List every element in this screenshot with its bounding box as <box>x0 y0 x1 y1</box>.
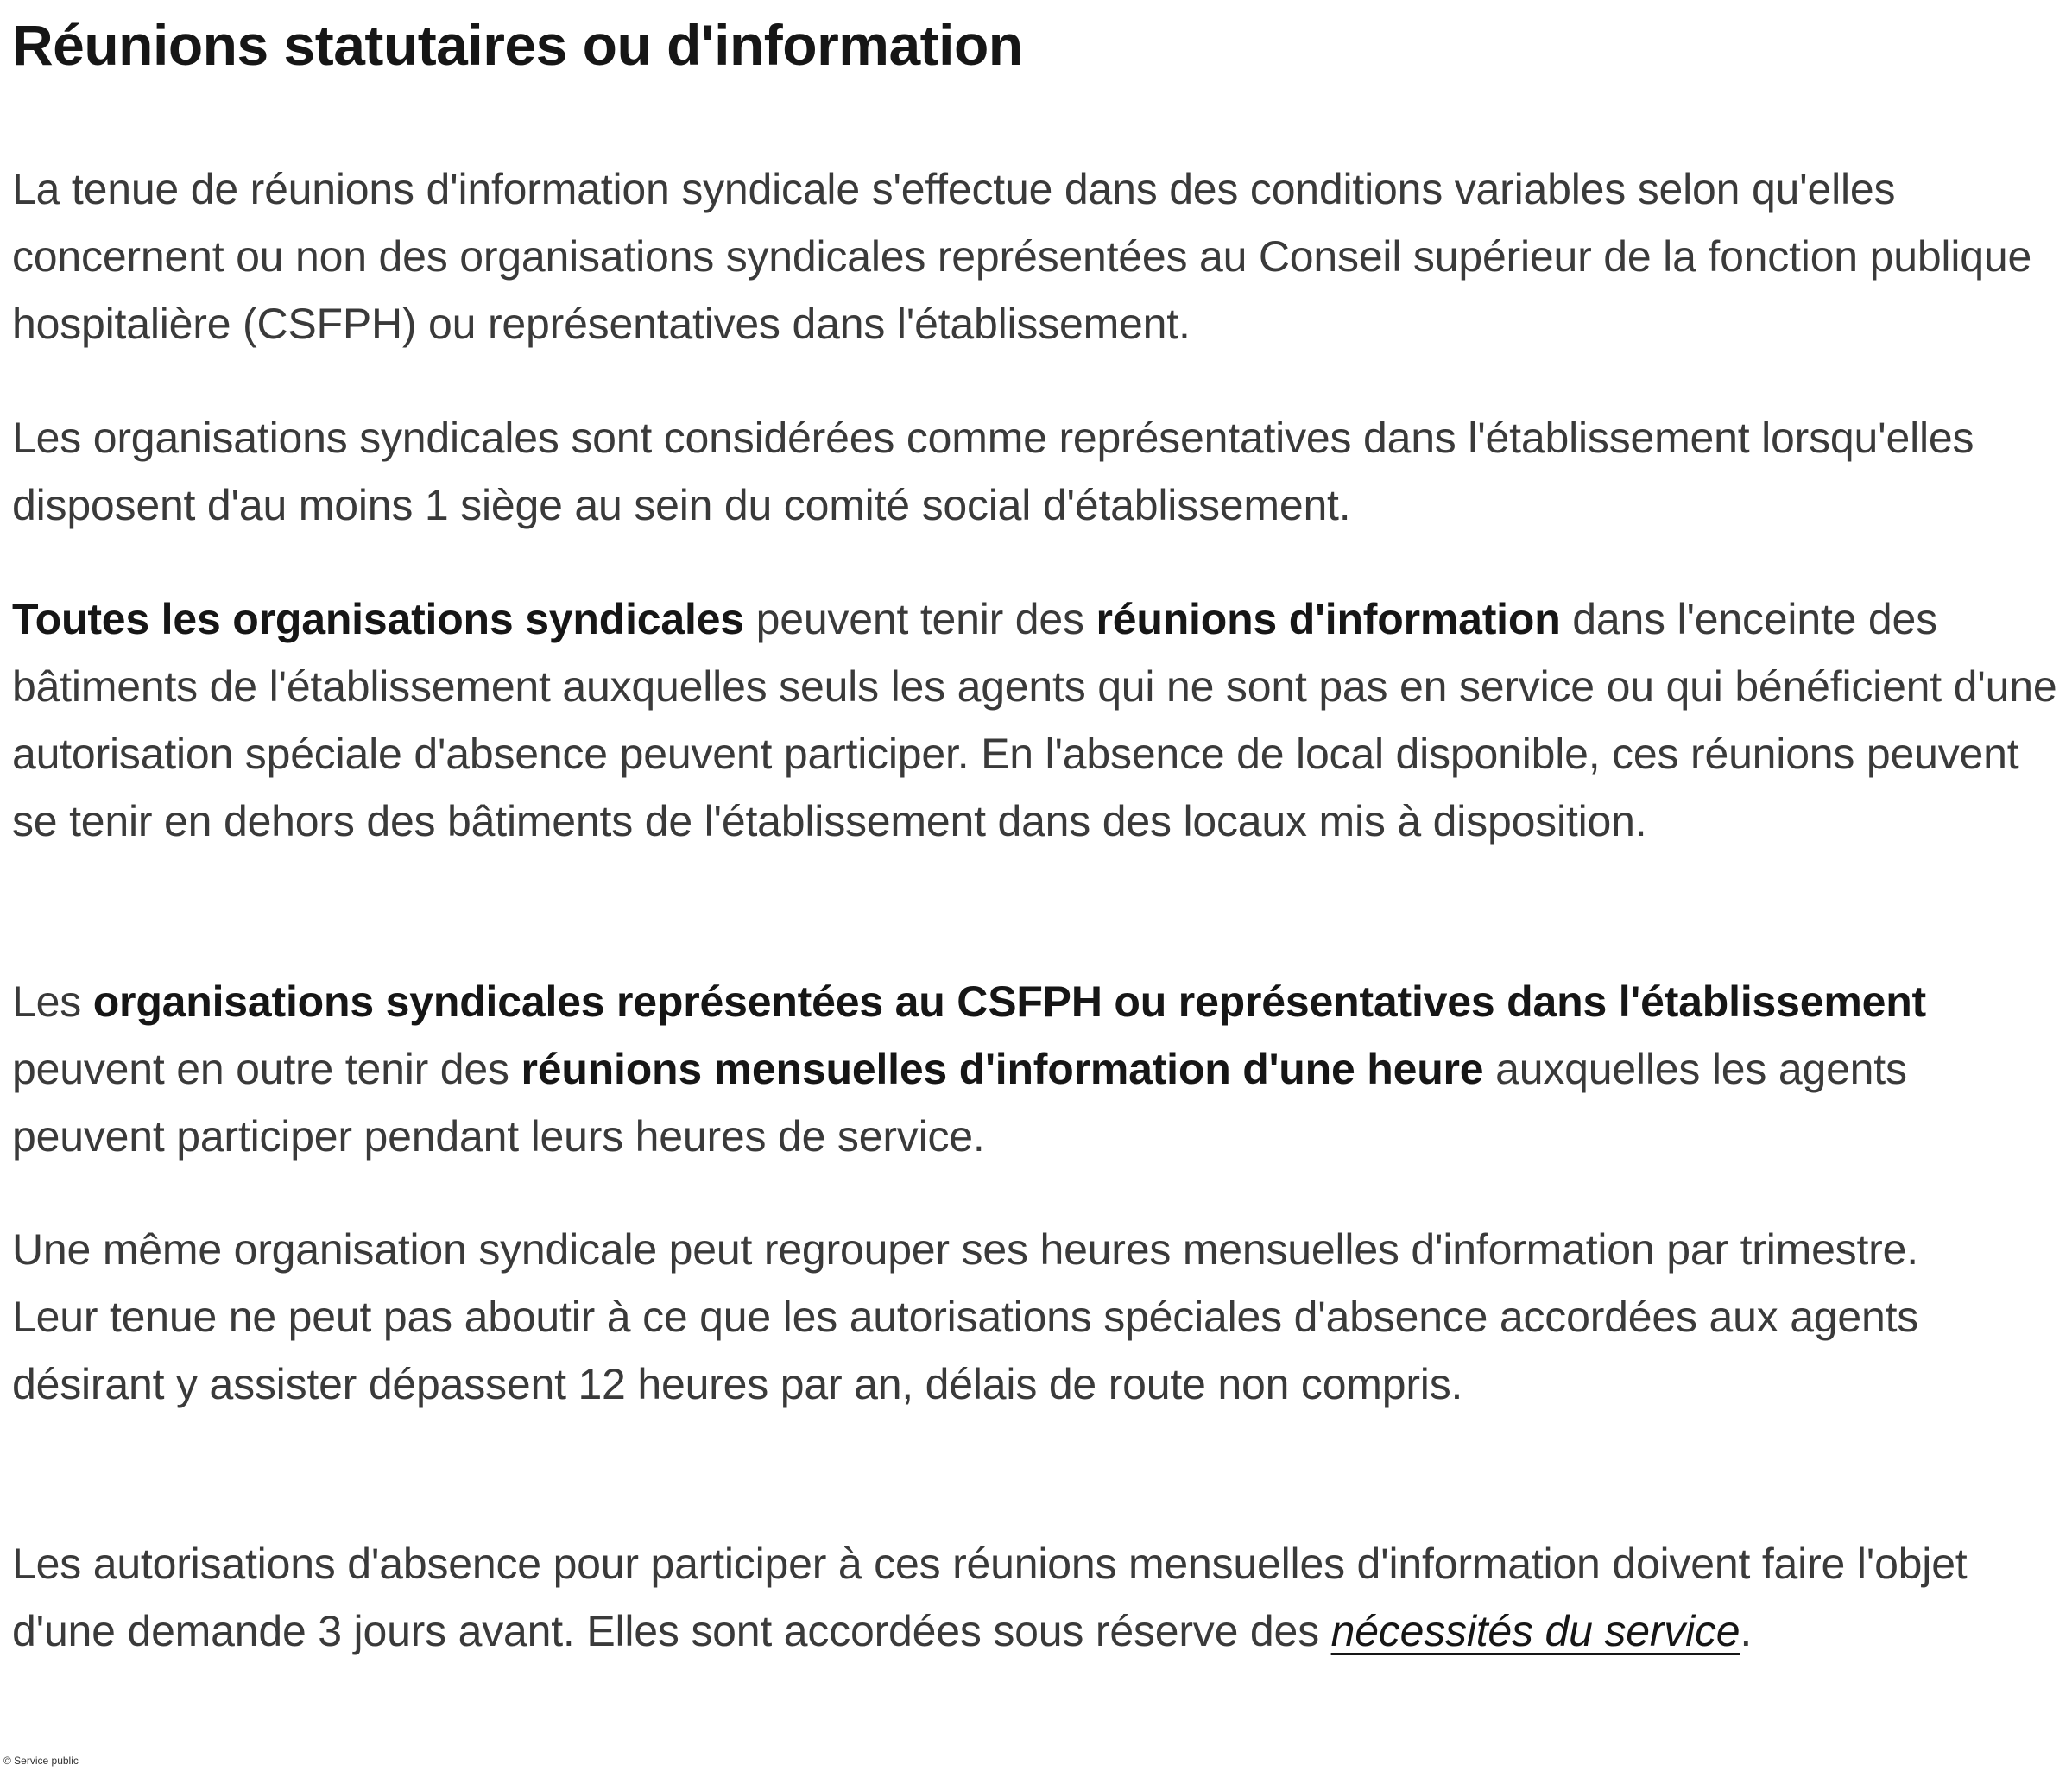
bold-representative-organizations: organisations syndicales représentées au CSFPH ou représentatives dans l'établissement <box>92 977 1926 1026</box>
text-segment: peuvent tenir des <box>743 595 1096 643</box>
text-segment: . <box>1740 1607 1753 1655</box>
paragraph-absence-request <box>12 1530 2050 1665</box>
paragraph-all-organizations <box>12 585 2072 855</box>
copyright-footer: © Service public <box>3 1755 79 1767</box>
bold-information-meetings: réunions d'information <box>1096 595 1561 643</box>
paragraph-intro: La tenue de réunions d'information syndicale s'effectue dans des conditions variables selon qu'elles concernent ou non des organisations syndicales représentées au Conseil supérieur de la fonction publique hospitalière (CSFPH) ou représentatives dans l'établissement. <box>12 165 2032 348</box>
section-title: Réunions statutaires ou d'information <box>12 13 1023 77</box>
text-segment: Les autorisations d'absence pour participer à ces réunions mensuelles d'information doivent faire l'objet d'une demande 3 jours avant. Elles sont accordées sous réserve des <box>12 1540 1968 1655</box>
article <box>12 0 2067 1655</box>
paragraph-representative-organizations <box>12 968 2050 1170</box>
text-segment: Les <box>12 977 93 1026</box>
bold-all-organizations: Toutes les organisations syndicales <box>12 595 744 643</box>
paragraph-quarterly-grouping: Une même organisation syndicale peut regrouper ses heures mensuelles d'information par trimestre. Leur tenue ne peut pas aboutir à ce que les autorisations spéciales d'absence accordées aux agents désirant y assister dépassent 12 heures par an, délais de route non compris. <box>12 1225 1919 1408</box>
bold-monthly-meetings: réunions mensuelles d'information d'une heure <box>521 1045 1484 1093</box>
text-segment: auxquelles les agents peuvent participer pendant leurs heures de service. <box>12 1045 1907 1161</box>
necessites-du-service-link[interactable]: nécessités du service <box>1330 1607 1740 1655</box>
text-segment: peuvent en outre tenir des <box>12 1045 521 1093</box>
text-segment: dans l'enceinte des bâtiments de l'établissement auxquelles seuls les agents qui ne sont pas en service ou qui bénéficient d'une autorisation spéciale d'absence peuvent participer. En l'absence de local disponible, ces réunions peuvent se tenir en dehors des bâtiments de l'établissement dans des locaux mis à disposition. <box>12 595 2057 845</box>
paragraph-representativeness: Les organisations syndicales sont considérées comme représentatives dans l'établissement lorsqu'elles disposent d'au moins 1 siège au sein du comité social d'établissement. <box>12 414 1974 529</box>
